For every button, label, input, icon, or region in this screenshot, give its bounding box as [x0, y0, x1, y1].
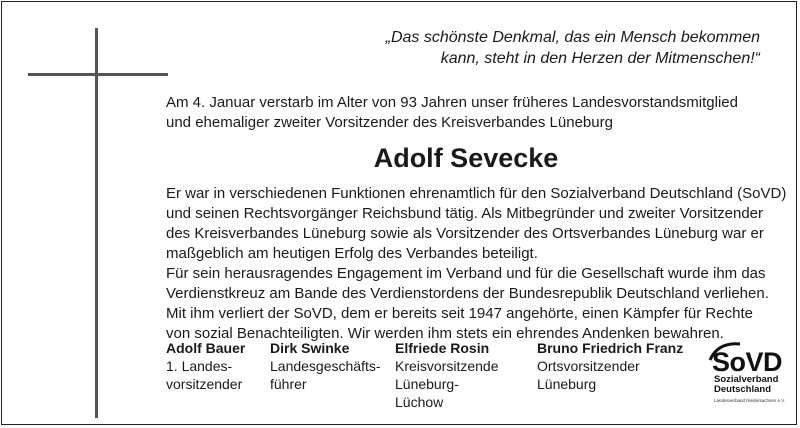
tribute-line: und seinen Rechtsvorgänger Reichsbund tätig. Als Mitbegründer und zweiter Vorsitzender [166, 205, 764, 222]
signatory-role: Lüchow [395, 394, 444, 410]
signatory [270, 339, 381, 393]
signatory-role: Ortsvorsitzender [537, 358, 640, 374]
signatory-name: Bruno Friedrich Franz [537, 340, 684, 356]
signatory [166, 339, 245, 393]
tribute-line: Er war in verschiedenen Funktionen ehrenamtlich für den Sozialverband Deutschland (SoVD) [166, 185, 787, 202]
intro-line: Am 4. Januar verstarb im Alter von 93 Jahren unser früheres Landesvorstandsmitglied [166, 94, 738, 111]
tribute-line: Mit ihm verliert der SoVD, dem er bereits seit 1947 angehörte, einen Kämpfer für Rechte [166, 305, 753, 322]
intro-line: und ehemaliger zweiter Vorsitzender des Kreisverbandes Lüneburg [166, 114, 613, 131]
signatory [537, 339, 683, 393]
signatory-role: Landesgeschäfts- [270, 358, 381, 374]
cross-vertical-beam [95, 28, 98, 418]
cross-horizontal-beam [28, 73, 168, 76]
signatory [395, 339, 499, 411]
death-announcement [166, 93, 766, 133]
signatory-role: vorsitzender [166, 376, 243, 392]
signatory-name: Adolf Bauer [166, 340, 246, 356]
memorial-quote [340, 27, 760, 69]
tribute-line: Verdienstkreuz am Bande des Verdienstordens der Bundesrepublik Deutschland verliehen. [166, 285, 769, 302]
signatory-name: Elfriede Rosin [395, 340, 490, 356]
sovd-logo [712, 348, 788, 408]
tribute-text [166, 184, 786, 344]
signatory-role: Lüneburg [537, 376, 597, 392]
signatory-name: Dirk Swinke [270, 340, 350, 356]
deceased-name: Adolf Sevecke [373, 143, 559, 173]
tribute-line: des Kreisverbandes Lüneburg sowie als Vorsitzender des Ortsverbandes Lüneburg war er [166, 225, 764, 242]
logo-subtitle-line: Sozialverband [714, 374, 779, 385]
quote-line: „Das schönste Denkmal, das ein Mensch bekommen [385, 29, 760, 46]
signatory-role: Lüneburg- [395, 376, 459, 392]
signatory-role: führer [270, 376, 307, 392]
signatory-role: Kreisvorsitzende [395, 358, 499, 374]
logo-subtitle-line: Deutschland [714, 384, 772, 395]
tribute-line: Für sein herausragendes Engagement im Verband und für die Gesellschaft wurde ihm das [166, 265, 766, 282]
signatory-role: 1. Landes- [166, 358, 233, 374]
logo-wordmark: SoVD [712, 347, 783, 377]
logo-subtitle [714, 375, 778, 395]
logo-tagline: Landesverband Niedersachsen e.V. [714, 398, 786, 403]
quote-line: kann, steht in den Herzen der Mitmenschen!“ [440, 50, 760, 67]
tribute-line: maßgeblich am heutigen Erfolg des Verbandes beteiligt. [166, 245, 538, 262]
tribute-line: von sozial Benachteiligten. Wir werden ihm stets ein ehrendes Andenken bewahren. [166, 325, 724, 342]
